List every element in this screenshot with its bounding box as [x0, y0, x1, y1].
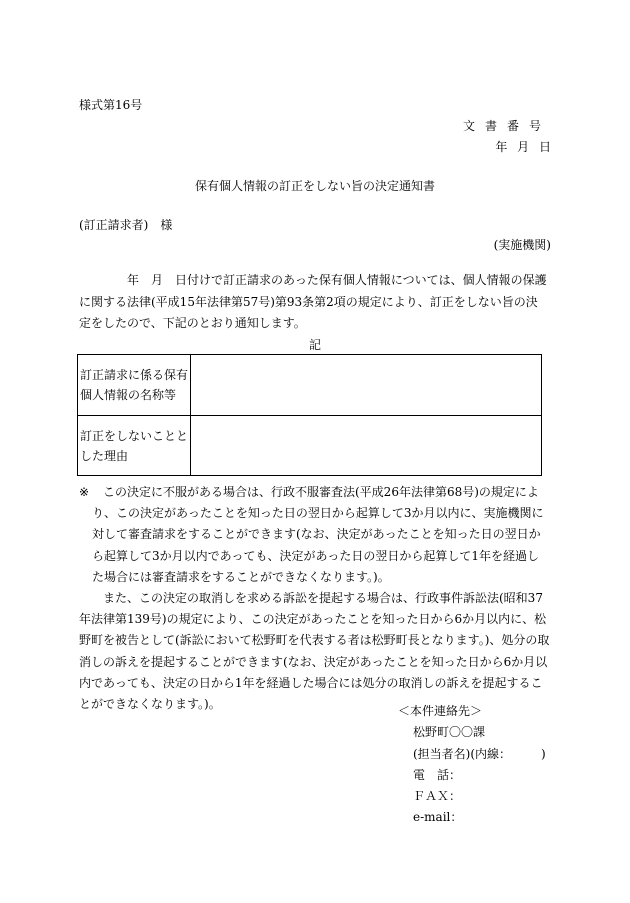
row-label-reason: 訂正をしないこととした理由 [78, 416, 191, 476]
contact-email: e-mail： [413, 810, 463, 825]
date-label: 年 月 日 [495, 140, 551, 154]
row-label-info-name: 訂正請求に係る保有個人情報の名称等 [78, 355, 191, 416]
issuing-agency: (実施機関) [493, 238, 551, 252]
row-value-reason [191, 416, 542, 476]
contact-phone: 電 話： [413, 767, 462, 782]
appeal-note [79, 482, 551, 588]
contact-fax: ＦＡＸ： [413, 789, 462, 804]
document-number-label: 文書番号 [462, 119, 551, 133]
contact-block [398, 701, 546, 829]
lawsuit-note: また、この決定の取消しを求める訴訟を提起する場合は、行政事件訴訟法(昭和37年法律第139号)の規定により、この決定があったことを知った日から6か月以内に、松野町を被告として(訴訟において松野町を代表する者は松野町長となります。)、処分の取消しの訴えを提起することができます(なお、決定があったことを知った日から6か月以内であっても、決定の日から1年を経過した場合には処分の取消しの訴えを提起することができなくなります。)。 [79, 591, 550, 712]
form-number: 様式第16号 [79, 98, 143, 112]
notice-paragraph: 年 月 日付けで訂正請求のあった保有個人情報については、個人情報の保護に関する法律(平成15年法律第57号)第93条第2項の規定により、訂正をしない旨の決定をしたので、下記のとおり通知します。 [79, 273, 547, 330]
table-row [78, 416, 542, 476]
ki-heading: 記 [308, 338, 321, 352]
note-mark: ※ [79, 485, 90, 499]
contact-person: (担当者名)(内線： ) [413, 746, 546, 761]
row-value-info-name [191, 355, 542, 416]
addressee: (訂正請求者) 様 [79, 218, 173, 232]
appeal-note-text: この決定に不服がある場合は、行政不服審査法(平成26年法律第68号)の規定により、この決定があったことを知った日の翌日から起算して3か月以内に、実施機関に対して審査請求をすることができます(なお、決定があったことを知った日の翌日から起算して3か月以内であっても、決定があった日の翌日から起算して1年を経過した場合には審査請求をすることができなくなります。)。 [92, 485, 544, 584]
document-title: 保有個人情報の訂正をしない旨の決定通知書 [194, 179, 435, 193]
contact-department: 松野町〇〇課 [413, 725, 486, 740]
details-table [77, 354, 542, 476]
contact-heading: ＜本件連絡先＞ [398, 704, 483, 718]
table-row [78, 355, 542, 416]
